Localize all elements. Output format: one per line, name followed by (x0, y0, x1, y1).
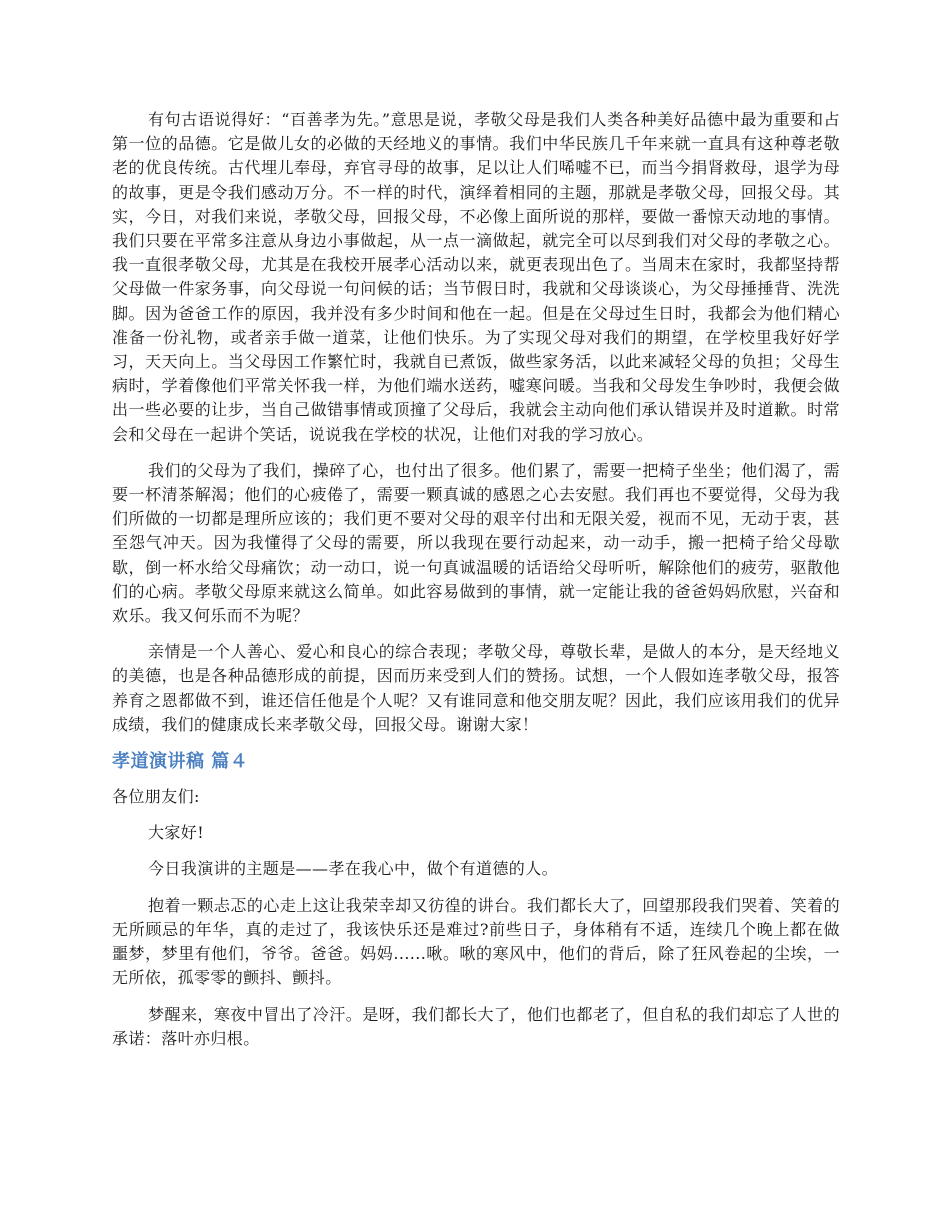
salutation: 各位朋友们: (112, 787, 200, 807)
document-page (112, 108, 840, 1063)
paragraph-filial-piety-intro: 有句古语说得好：“百善孝为先。”意思是说，孝敬父母是我们人类各种美好品德中最为重要和占第一位的品德。它是做儿女的必做的天经地义的事情。我们中华民族几千年来就一直具有这种尊老敬老的优良传统。古代埋儿奉母，弃官寻母的故事，足以让人们唏嘘不已，而当今捐肾救母，退学为母的故事，更是令我们感动万分。不一样的时代，演绎着相同的主题，那就是孝敬父母，回报父母。其实，今日，对我们来说，孝敬父母，回报父母，不必像上面所说的那样，要做一番惊天动地的事情。我们只要在平常多注意从身边小事做起，从一点一滴做起，就完全可以尽到我们对父母的孝敬之心。我一直很孝敬父母，尤其是在我校开展孝心活动以来，就更表现出色了。当周末在家时，我都坚持帮父母做一件家务事，向父母说一句问候的话；当节假日时，我就和父母谈谈心，为父母捶捶背、洗洗脚。因为爸爸工作的原因，我并没有多少时间和他在一起。但是在父母过生日时，我都会为他们精心准备一份礼物，或者亲手做一道菜，让他们快乐。为了实现父母对我们的期望，在学校里我好好学习，天天向上。当父母因工作繁忙时，我就自已煮饭，做些家务活，以此来减轻父母的负担；父母生病时，学着像他们平常关怀我一样，为他们端水送药，嘘寒问暖。当我和父母发生争吵时，我便会做出一些必要的让步，当自己做错事情或顶撞了父母后，我就会主动向他们承认错误并及时道歉。时常会和父母在一起讲个笑话，说说我在学校的状况，让他们对我的学习放心。 (112, 110, 840, 444)
paragraph-podium: 抱着一颗忐忑的心走上这让我荣幸却又彷徨的讲台。我们都长大了，回望那段我们哭着、笑着的无所顾忌的年华，真的走过了，我该快乐还是难过?前些日子，身体稍有不适，连续几个晚上都在做噩梦，梦里有他们，爷爷。爸爸。妈妈......啾。啾的寒风中，他们的背后，除了狂风卷起的尘埃，一无所依，孤零零的颤抖、颤抖。 (112, 895, 840, 988)
section-heading: 孝道演讲稿 篇４ (112, 751, 249, 773)
paragraph-speech-theme: 今日我演讲的主题是——孝在我心中，做个有道德的人。 (148, 859, 559, 879)
paragraph-parents-sacrifice: 我们的父母为了我们，操碎了心，也付出了很多。他们累了，需要一把椅子坐坐；他们渴了，需要一杯清茶解渴；他们的心疲倦了，需要一颗真诚的感恩之心去安慰。我们再也不要觉得，父母为我们所做的一切都是理所应该的；我们更不要对父母的艰辛付出和无限关爱，视而不见，无动于衷，甚至怨气冲天。因为我懂得了父母的需要，所以我现在要行动起来，动一动手，搬一把椅子给父母歇歇，倒一杯水给父母痛饮；动一动口，说一句真诚温暖的话语给父母听听，解除他们的疲劳，驱散他们的心病。孝敬父母原来就这么简单。如此容易做到的事情，就一定能让我的爸爸妈妈欣慰，兴奋和欢乐。我又何乐而不为呢？ (112, 460, 840, 626)
paragraph-family-love: 亲情是一个人善心、爱心和良心的综合表现；孝敬父母，尊敬长辈，是做人的本分，是天经地义的美德，也是各种品德形成的前提，因而历来受到人们的赞扬。试想，一个人假如连孝敬父母，报答养育之恩都做不到，谁还信任他是个人呢？又有谁同意和他交朋友呢？因此，我们应该用我们的优异成绩，我们的健康成长来孝敬父母，回报父母。谢谢大家！ (112, 642, 840, 734)
greeting: 大家好! (148, 823, 205, 843)
paragraph-waking: 梦醒来，寒夜中冒出了冷汗。是呀，我们都长大了，他们也都老了，但自私的我们却忘了人世的承诺：落叶亦归根。 (112, 1004, 840, 1048)
